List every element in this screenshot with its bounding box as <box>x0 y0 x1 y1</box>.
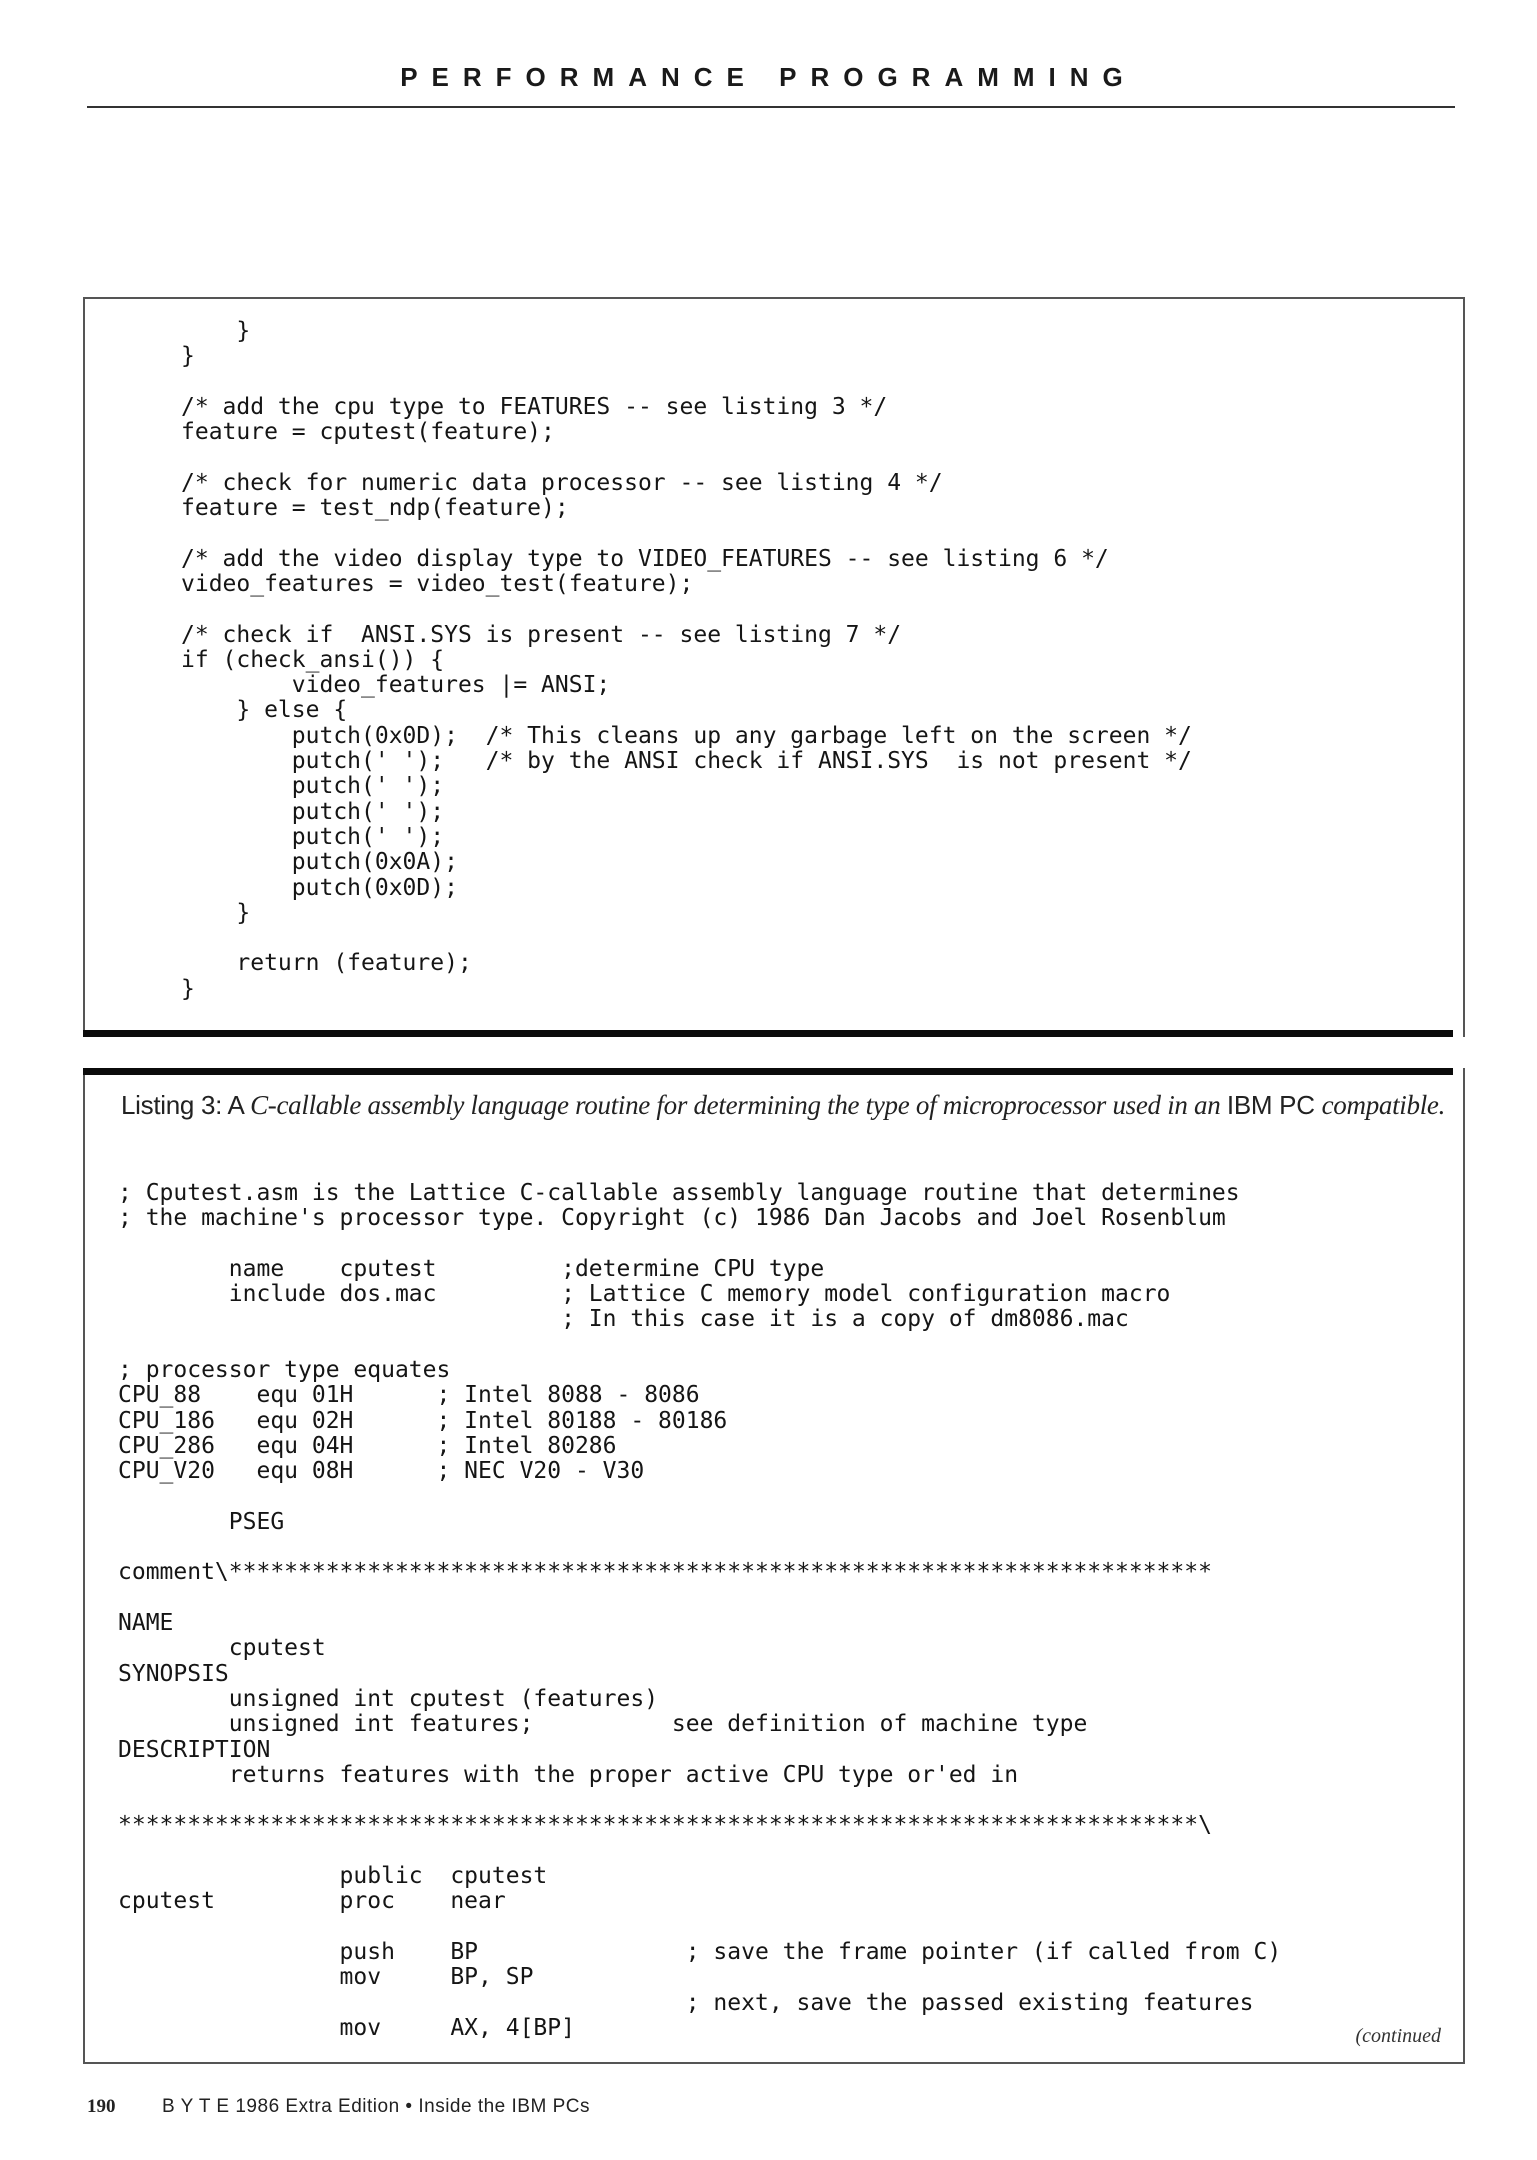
code-line: } <box>181 899 251 926</box>
code-line <box>118 1232 1281 1257</box>
code-line: putch(0x0D); /* This cleans up any garbage left on the screen */ <box>181 722 1192 749</box>
caption-label: Listing 3: A <box>121 1090 251 1120</box>
code-line: ; next, save the passed existing features <box>118 1989 1254 2016</box>
code-line <box>181 445 1192 470</box>
code-line: ; Cputest.asm is the Lattice C-callable assembly language routine that determines <box>118 1180 1240 1206</box>
code-line: CPU_286 equ 04H ; Intel 80286 <box>118 1432 617 1459</box>
code-line: return (feature); <box>181 950 472 977</box>
code-line: public cputest <box>118 1863 548 1890</box>
code-line: cputest <box>118 1635 326 1662</box>
code-line: } <box>181 975 195 1002</box>
code-line: /* check for numeric data processor -- see listing 4 */ <box>181 469 943 496</box>
code-line <box>118 1485 1281 1510</box>
code-line: SYNOPSIS <box>118 1660 229 1687</box>
code-line: putch(0x0D); <box>181 874 458 901</box>
code-line: push BP ; save the frame pointer (if called from C) <box>118 1938 1282 1965</box>
code-line <box>181 597 1192 622</box>
code-line: DESCRIPTION <box>118 1736 271 1763</box>
code-line: putch(' '); <box>181 773 445 800</box>
code-line: feature = cputest(feature); <box>181 419 555 446</box>
code-line: comment\*********************************************************************** <box>118 1559 1212 1586</box>
code-line: } else { <box>181 697 348 724</box>
code-line: /* add the cpu type to FEATURES -- see listing 3 */ <box>181 393 888 420</box>
code-line: mov AX, 4[BP] <box>118 2014 575 2041</box>
code-line <box>181 926 1192 951</box>
code-line <box>118 1333 1281 1358</box>
code-line: include dos.mac ; Lattice C memory model configuration macro <box>118 1281 1171 1308</box>
box-top-rule <box>83 1068 1453 1075</box>
code-line: ; processor type equates <box>118 1357 451 1384</box>
listing-3-caption <box>121 1090 1445 1121</box>
code-line <box>181 370 1192 395</box>
caption-end: compatible. <box>1321 1090 1446 1120</box>
page-number: 190 <box>87 2096 116 2117</box>
code-line: putch(' '); /* by the ANSI check if ANSI.SYS is not present */ <box>181 748 1192 775</box>
code-line <box>118 1535 1281 1560</box>
code-line <box>118 1586 1281 1611</box>
code-line: if (check_ansi()) { <box>181 646 445 673</box>
code-line: cputest proc near <box>118 1888 506 1915</box>
code-line: returns features with the proper active CPU type or'ed in <box>118 1761 1019 1788</box>
code-line: putch(' '); <box>181 823 445 850</box>
code-line: } <box>181 343 195 370</box>
code-line: ******************************************************************************\ <box>118 1812 1212 1839</box>
continued-note: (continued <box>1355 2025 1441 2047</box>
code-line: NAME <box>118 1610 174 1637</box>
code-line <box>181 521 1192 546</box>
code-line: CPU_V20 equ 08H ; NEC V20 - V30 <box>118 1458 645 1485</box>
code-line: mov BP, SP <box>118 1964 534 1991</box>
code-line: unsigned int cputest (features) <box>118 1685 659 1712</box>
code-line: /* add the video display type to VIDEO_FEATURES -- see listing 6 */ <box>181 545 1109 572</box>
code-listing-3 <box>118 1181 1281 2041</box>
code-line: ; the machine's processor type. Copyright (c) 1986 Dan Jacobs and Joel Rosenblum <box>118 1205 1226 1232</box>
code-line: putch(0x0A); <box>181 849 458 876</box>
code-line: unsigned int features; see definition of machine type <box>118 1711 1088 1738</box>
code-line: /* check if ANSI.SYS is present -- see listing 7 */ <box>181 621 902 648</box>
code-listing-continued <box>181 319 1192 1002</box>
code-line <box>118 1915 1281 1940</box>
code-line <box>118 1839 1281 1864</box>
code-line: PSEG <box>118 1508 285 1535</box>
caption-ibm: IBM PC <box>1226 1090 1322 1120</box>
code-line: CPU_88 equ 01H ; Intel 8088 - 8086 <box>118 1382 700 1409</box>
box-bottom-rule <box>83 1030 1453 1037</box>
code-line: video_features |= ANSI; <box>181 672 611 699</box>
listing-continued-box <box>83 297 1465 1037</box>
code-line: video_features = video_test(feature); <box>181 570 694 597</box>
code-line: ; In this case it is a copy of dm8086.mac <box>118 1306 1129 1333</box>
code-line: putch(' '); <box>181 798 445 825</box>
caption-italic: C-callable assembly language routine for determining the type of microprocessor used in an <box>250 1090 1227 1120</box>
code-line: feature = test_ndp(feature); <box>181 495 569 522</box>
code-line: } <box>181 318 251 344</box>
publication-line: B Y T E 1986 Extra Edition • Inside the IBM PCs <box>162 2096 590 2117</box>
code-line: name cputest ;determine CPU type <box>118 1255 825 1282</box>
code-line: CPU_186 equ 02H ; Intel 80188 - 80186 <box>118 1407 728 1434</box>
section-header: PERFORMANCE PROGRAMMING <box>400 62 1137 92</box>
header-rule <box>87 106 1455 108</box>
listing-3-box <box>83 1068 1465 2064</box>
code-line <box>118 1788 1281 1813</box>
